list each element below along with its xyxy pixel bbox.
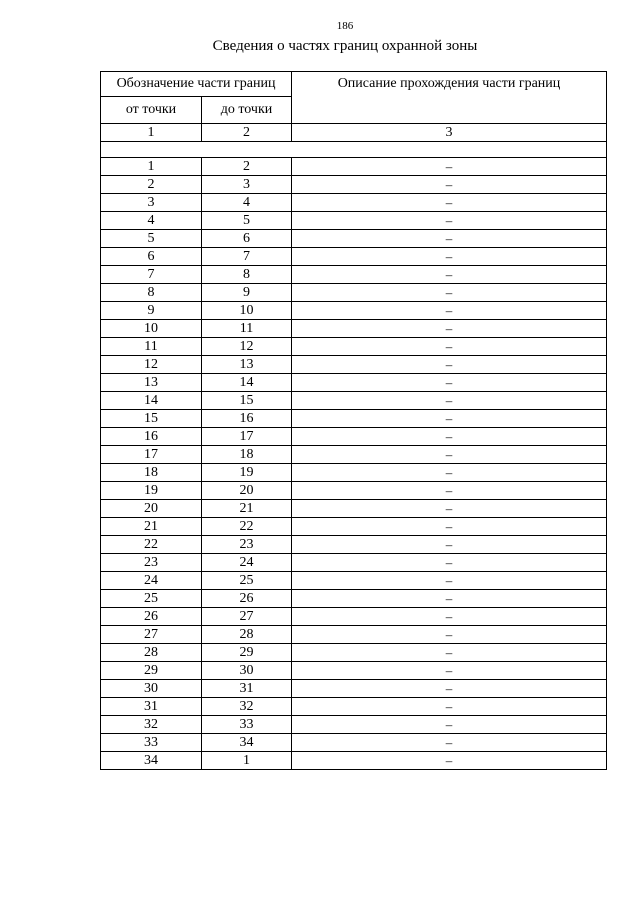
description-cell: – [292, 662, 607, 680]
to-point-cell: 18 [202, 446, 292, 464]
to-point-cell: 9 [202, 284, 292, 302]
to-point-cell: 25 [202, 572, 292, 590]
description-cell: – [292, 194, 607, 212]
to-point-cell: 5 [202, 212, 292, 230]
table-row [101, 734, 607, 752]
from-point-cell: 16 [101, 428, 202, 446]
from-point-cell: 7 [101, 266, 202, 284]
from-point-cell: 1 [101, 158, 202, 176]
table-row [101, 536, 607, 554]
from-point-cell: 32 [101, 716, 202, 734]
table-row [101, 482, 607, 500]
description-cell: – [292, 230, 607, 248]
from-point-cell: 5 [101, 230, 202, 248]
to-point-cell: 22 [202, 518, 292, 536]
description-cell: – [292, 572, 607, 590]
table-row [101, 446, 607, 464]
to-point-cell: 30 [202, 662, 292, 680]
to-point-cell: 21 [202, 500, 292, 518]
description-cell: – [292, 158, 607, 176]
from-point-cell: 23 [101, 554, 202, 572]
from-point-cell: 30 [101, 680, 202, 698]
table-row [101, 608, 607, 626]
to-point-cell: 34 [202, 734, 292, 752]
from-point-cell: 21 [101, 518, 202, 536]
from-point-cell: 27 [101, 626, 202, 644]
description-cell: – [292, 698, 607, 716]
description-cell: – [292, 374, 607, 392]
table-row [101, 284, 607, 302]
table-row [101, 230, 607, 248]
description-cell: – [292, 590, 607, 608]
table-row [101, 626, 607, 644]
to-point-cell: 29 [202, 644, 292, 662]
table-row [101, 392, 607, 410]
section-spacer-row [101, 142, 607, 158]
description-cell: – [292, 428, 607, 446]
boundary-parts-table [100, 71, 607, 770]
description-cell: – [292, 392, 607, 410]
to-point-cell: 28 [202, 626, 292, 644]
from-point-cell: 13 [101, 374, 202, 392]
description-cell: – [292, 266, 607, 284]
to-point-cell: 12 [202, 338, 292, 356]
from-point-cell: 28 [101, 644, 202, 662]
table-row [101, 554, 607, 572]
description-cell: – [292, 302, 607, 320]
from-point-cell: 10 [101, 320, 202, 338]
from-point-cell: 17 [101, 446, 202, 464]
table-row [101, 194, 607, 212]
to-point-cell: 32 [202, 698, 292, 716]
description-cell: – [292, 644, 607, 662]
description-cell: – [292, 482, 607, 500]
table-row [101, 410, 607, 428]
from-point-cell: 9 [101, 302, 202, 320]
from-point-cell: 19 [101, 482, 202, 500]
to-point-cell: 1 [202, 752, 292, 770]
from-point-cell: 20 [101, 500, 202, 518]
to-point-cell: 23 [202, 536, 292, 554]
description-cell: – [292, 176, 607, 194]
column-number: 2 [202, 124, 292, 142]
from-point-cell: 18 [101, 464, 202, 482]
spacer-cell [101, 142, 607, 158]
description-cell: – [292, 554, 607, 572]
table-row [101, 680, 607, 698]
to-point-cell: 27 [202, 608, 292, 626]
to-point-cell: 7 [202, 248, 292, 266]
description-cell: – [292, 284, 607, 302]
table-row [101, 590, 607, 608]
table-row [101, 716, 607, 734]
document-title: Сведения о частях границ охранной зоны [212, 38, 478, 54]
to-point-cell: 19 [202, 464, 292, 482]
from-point-cell: 31 [101, 698, 202, 716]
description-cell: – [292, 752, 607, 770]
table-row [101, 302, 607, 320]
table-row [101, 248, 607, 266]
description-cell: – [292, 536, 607, 554]
to-point-cell: 13 [202, 356, 292, 374]
description-cell: – [292, 446, 607, 464]
page-number: 186 [336, 20, 354, 32]
to-point-cell: 4 [202, 194, 292, 212]
description-cell: – [292, 338, 607, 356]
table-row [101, 662, 607, 680]
from-point-cell: 25 [101, 590, 202, 608]
table-row [101, 500, 607, 518]
from-point-cell: 11 [101, 338, 202, 356]
from-point-cell: 26 [101, 608, 202, 626]
table-row [101, 428, 607, 446]
table-row [101, 464, 607, 482]
to-point-cell: 24 [202, 554, 292, 572]
description-cell: – [292, 608, 607, 626]
table-row [101, 266, 607, 284]
from-point-cell: 3 [101, 194, 202, 212]
to-point-cell: 33 [202, 716, 292, 734]
from-point-cell: 4 [101, 212, 202, 230]
from-point-cell: 12 [101, 356, 202, 374]
table-row [101, 320, 607, 338]
to-point-cell: 11 [202, 320, 292, 338]
column-number: 1 [101, 124, 202, 142]
from-point-cell: 29 [101, 662, 202, 680]
description-cell: – [292, 680, 607, 698]
description-cell: – [292, 212, 607, 230]
from-point-cell: 2 [101, 176, 202, 194]
description-cell: – [292, 410, 607, 428]
from-point-cell: 15 [101, 410, 202, 428]
from-point-cell: 33 [101, 734, 202, 752]
table-row [101, 176, 607, 194]
to-point-cell: 17 [202, 428, 292, 446]
table-row [101, 752, 607, 770]
table-row [101, 518, 607, 536]
description-cell: – [292, 716, 607, 734]
to-point-cell: 16 [202, 410, 292, 428]
to-point-cell: 2 [202, 158, 292, 176]
table-row [101, 374, 607, 392]
from-point-cell: 22 [101, 536, 202, 554]
to-point-cell: 8 [202, 266, 292, 284]
description-cell: – [292, 626, 607, 644]
column-number: 3 [292, 124, 607, 142]
to-point-cell: 26 [202, 590, 292, 608]
table-row [101, 212, 607, 230]
table-row [101, 338, 607, 356]
table-body [101, 158, 607, 770]
table-row [101, 356, 607, 374]
to-point-cell: 31 [202, 680, 292, 698]
description-cell: – [292, 500, 607, 518]
from-point-cell: 6 [101, 248, 202, 266]
from-point-cell: 24 [101, 572, 202, 590]
to-point-cell: 6 [202, 230, 292, 248]
from-point-cell: 34 [101, 752, 202, 770]
to-point-cell: 3 [202, 176, 292, 194]
header-from-point: от точки [101, 97, 202, 124]
to-point-cell: 20 [202, 482, 292, 500]
header-boundary-designation: Обозначение части границ [101, 72, 292, 97]
header-to-point: до точки [202, 97, 292, 124]
from-point-cell: 8 [101, 284, 202, 302]
description-cell: – [292, 248, 607, 266]
to-point-cell: 15 [202, 392, 292, 410]
from-point-cell: 14 [101, 392, 202, 410]
table-row [101, 644, 607, 662]
to-point-cell: 14 [202, 374, 292, 392]
table-row [101, 158, 607, 176]
description-cell: – [292, 518, 607, 536]
table-row [101, 698, 607, 716]
table-row [101, 572, 607, 590]
to-point-cell: 10 [202, 302, 292, 320]
description-cell: – [292, 356, 607, 374]
description-cell: – [292, 320, 607, 338]
description-cell: – [292, 734, 607, 752]
header-description: Описание прохождения части границ [292, 72, 607, 124]
description-cell: – [292, 464, 607, 482]
